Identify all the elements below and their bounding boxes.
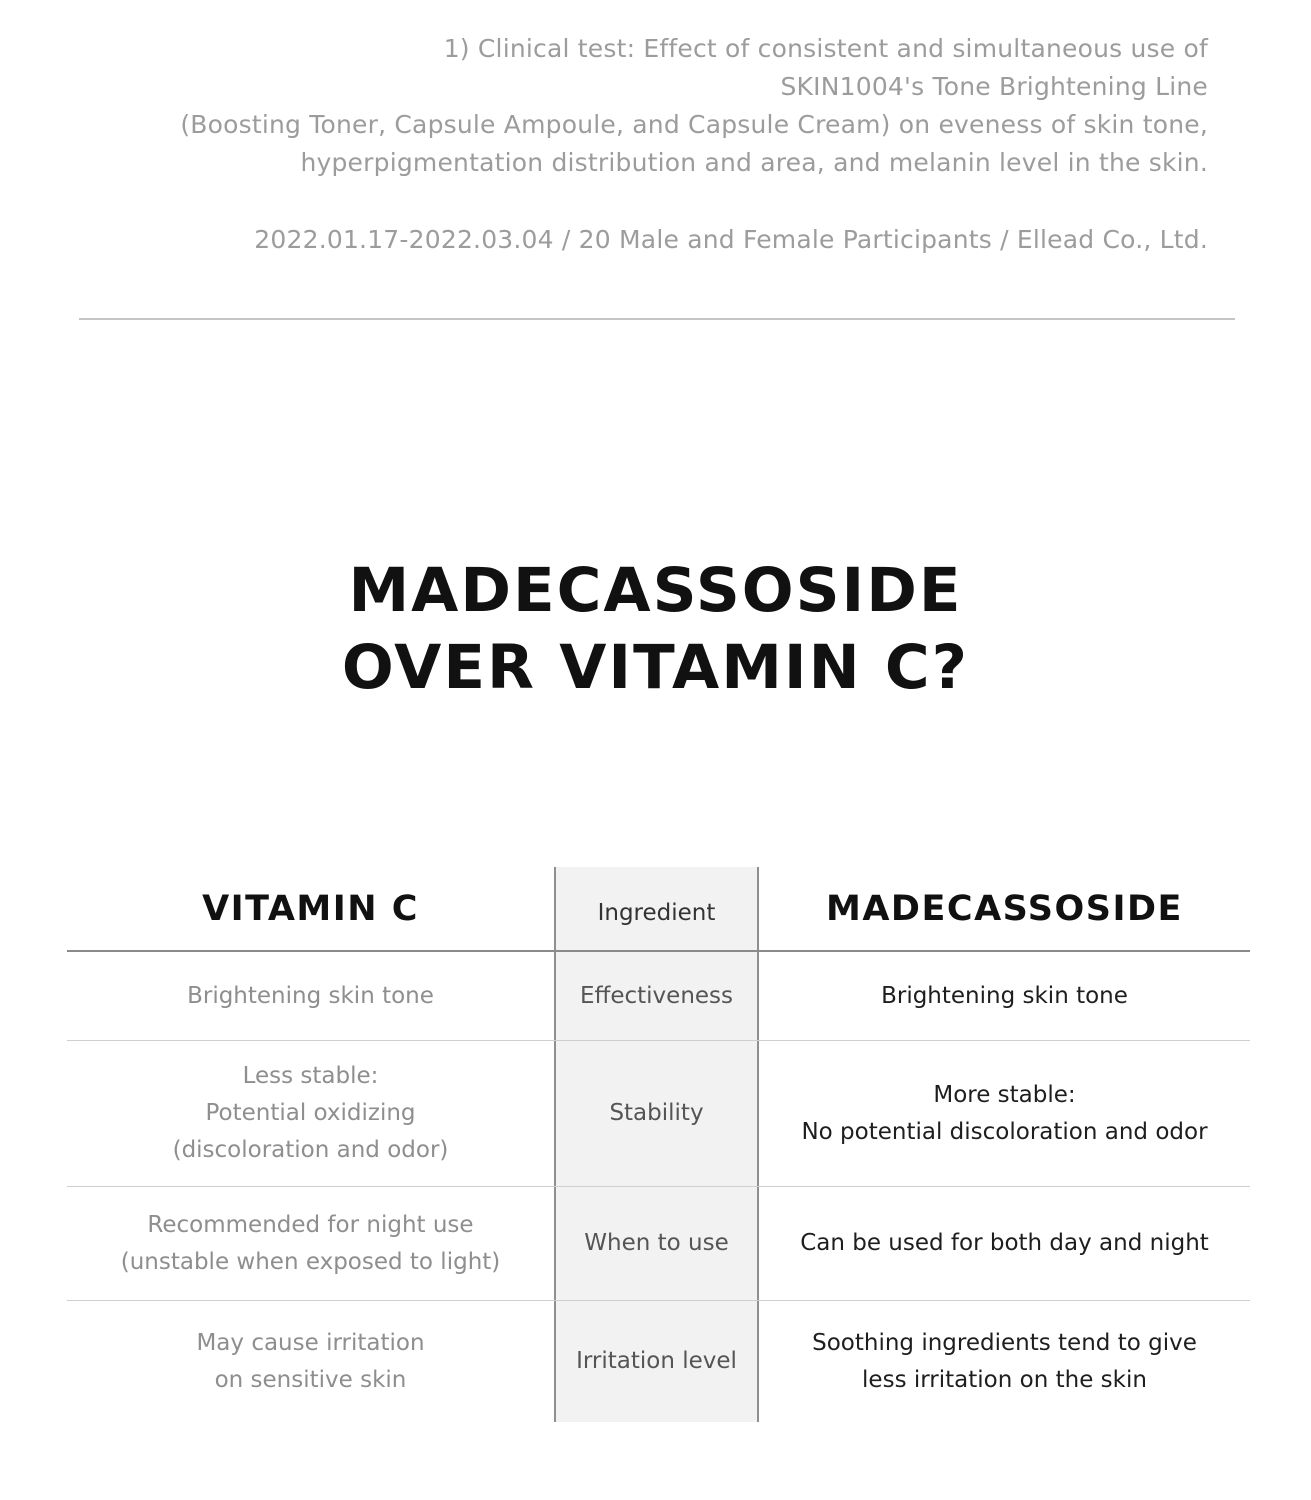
cell-text: Recommended for night use <box>147 1211 474 1238</box>
table-row-when-to-use-vitamin-c <box>67 1187 554 1300</box>
row-label-irritation-level: Irritation level <box>576 1348 737 1374</box>
cell-text: Brightening skin tone <box>881 982 1128 1009</box>
cell-text: More stable: <box>933 1081 1076 1108</box>
cell-text: Potential oxidizing <box>205 1100 416 1126</box>
page-headline <box>0 552 1311 706</box>
row-label-stability: Stability <box>609 1100 704 1126</box>
row-label-effectiveness: Effectiveness <box>579 982 734 1009</box>
cell-text: No potential discoloration and odor <box>801 1118 1208 1145</box>
cell-text: on sensitive skin <box>214 1366 407 1393</box>
cell-text: Less stable: <box>242 1063 379 1089</box>
header-ingredient: Ingredient <box>597 900 716 926</box>
cell-text: Can be used for both day and night <box>800 1230 1209 1256</box>
table-row-effectiveness-madecassoside <box>759 952 1250 1040</box>
clinical-test-footnote <box>58 30 1208 259</box>
cell-text: Brightening skin tone <box>187 982 434 1009</box>
cell-text: May cause irritation <box>196 1329 425 1356</box>
table-row-effectiveness-vitamin-c <box>67 952 554 1040</box>
cell-text: (discoloration and odor) <box>172 1137 449 1163</box>
footnote-line: 1) Clinical test: Effect of consistent and simultaneous use of <box>443 34 1208 63</box>
comparison-table <box>67 867 1250 1422</box>
header-madecassoside: MADECASSOSIDE <box>826 889 1183 929</box>
section-divider <box>79 318 1235 320</box>
footnote-study-details: 2022.01.17-2022.03.04 / 20 Male and Female Participants / Ellead Co., Ltd. <box>254 225 1208 254</box>
row-label-when-to-use: When to use <box>584 1230 729 1256</box>
table-row-irritation-madecassoside <box>759 1301 1250 1422</box>
table-row-stability-madecassoside <box>759 1041 1250 1186</box>
cell-text: Soothing ingredients tend to give <box>812 1329 1197 1356</box>
headline-line-2: OVER VITAMIN C? <box>341 632 970 703</box>
footnote-line: hyperpigmentation distribution and area, and melanin level in the skin. <box>300 148 1208 177</box>
headline-line-1: MADECASSOSIDE <box>348 555 963 626</box>
cell-text: less irritation on the skin <box>862 1366 1147 1393</box>
table-row-when-to-use-madecassoside <box>759 1187 1250 1300</box>
footnote-line: (Boosting Toner, Capsule Ampoule, and Capsule Cream) on eveness of skin tone, <box>180 110 1208 139</box>
table-row-stability-vitamin-c <box>67 1041 554 1186</box>
table-row-irritation-vitamin-c <box>67 1301 554 1422</box>
cell-text: (unstable when exposed to light) <box>120 1248 501 1275</box>
header-vitamin-c: VITAMIN C <box>202 889 419 929</box>
footnote-line: SKIN1004's Tone Brightening Line <box>780 72 1208 101</box>
